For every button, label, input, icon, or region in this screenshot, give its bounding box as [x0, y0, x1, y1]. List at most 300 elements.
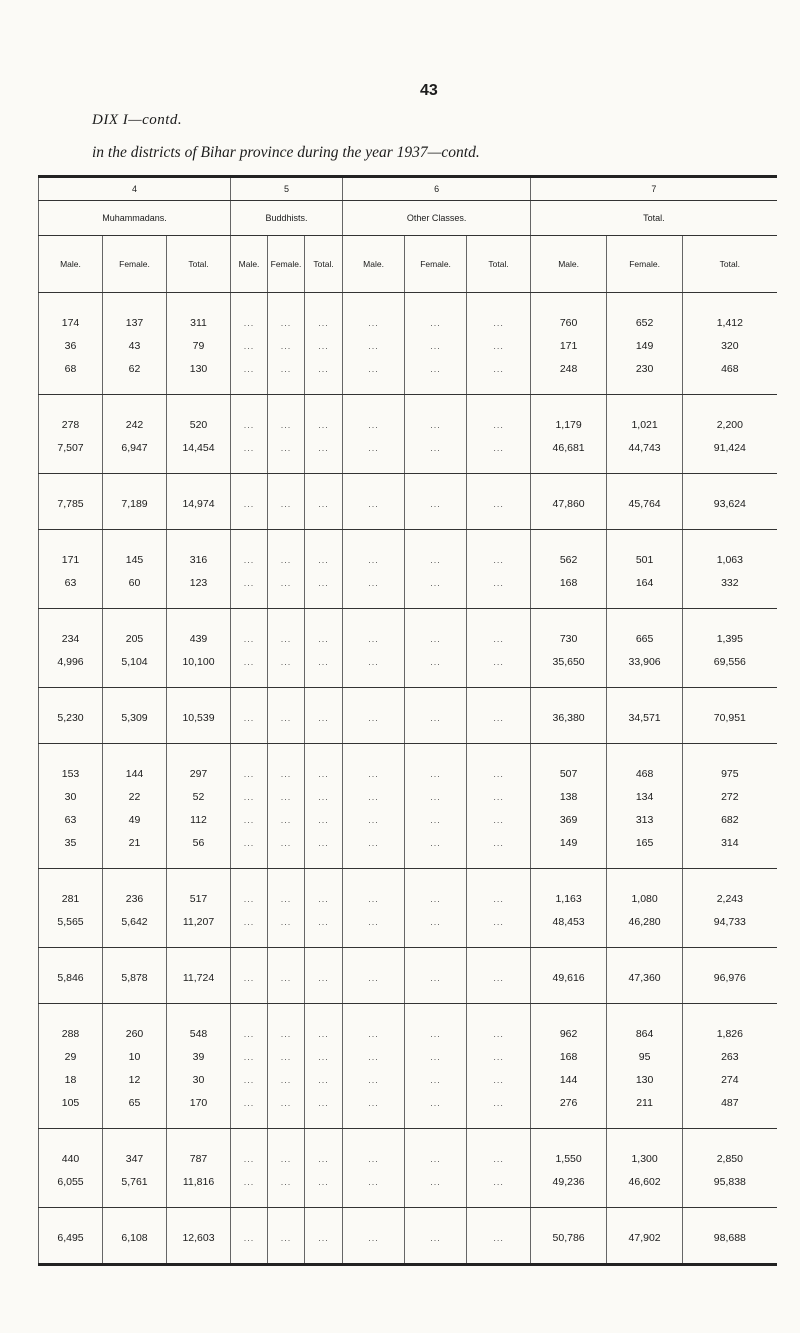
empty-cell: ... — [231, 1045, 268, 1068]
total-cell: 248 — [531, 357, 607, 395]
total-cell: 2,200 — [683, 395, 777, 437]
empty-cell: ... — [231, 395, 268, 437]
empty-cell: ... — [343, 650, 405, 688]
table-row — [39, 831, 777, 869]
total-cell: 501 — [607, 530, 683, 572]
muhammadans-cell: 22 — [103, 785, 167, 808]
muhammadans-cell: 4,996 — [39, 650, 103, 688]
muhammadans-cell: 105 — [39, 1091, 103, 1129]
empty-cell: ... — [231, 1170, 268, 1208]
empty-cell: ... — [268, 650, 305, 688]
empty-cell: ... — [467, 1004, 531, 1046]
empty-cell: ... — [268, 688, 305, 744]
muhammadans-cell: 29 — [39, 1045, 103, 1068]
total-cell: 274 — [683, 1068, 777, 1091]
empty-cell: ... — [343, 948, 405, 1004]
total-cell: 1,550 — [531, 1129, 607, 1171]
total-cell: 1,063 — [683, 530, 777, 572]
muhammadans-cell: 297 — [167, 744, 231, 786]
table-row — [39, 688, 777, 744]
empty-cell: ... — [305, 650, 343, 688]
empty-cell: ... — [343, 831, 405, 869]
empty-cell: ... — [467, 869, 531, 911]
muhammadans-cell: 11,207 — [167, 910, 231, 948]
empty-cell: ... — [268, 808, 305, 831]
empty-cell: ... — [467, 1208, 531, 1265]
total-cell: 1,021 — [607, 395, 683, 437]
empty-cell: ... — [467, 808, 531, 831]
sub-header: Total. — [467, 236, 531, 293]
muhammadans-cell: 153 — [39, 744, 103, 786]
total-cell: 2,850 — [683, 1129, 777, 1171]
table-subtitle: in the districts of Bihar province during the year 1937—contd. — [92, 144, 480, 161]
empty-cell: ... — [231, 744, 268, 786]
empty-cell: ... — [343, 785, 405, 808]
empty-cell: ... — [343, 1091, 405, 1129]
empty-cell: ... — [467, 650, 531, 688]
empty-cell: ... — [231, 869, 268, 911]
empty-cell: ... — [467, 334, 531, 357]
table-row — [39, 609, 777, 651]
total-cell: 165 — [607, 831, 683, 869]
empty-cell: ... — [343, 1170, 405, 1208]
total-cell: 864 — [607, 1004, 683, 1046]
empty-cell: ... — [305, 910, 343, 948]
empty-cell: ... — [405, 1068, 467, 1091]
total-cell: 230 — [607, 357, 683, 395]
empty-cell: ... — [467, 609, 531, 651]
total-cell: 46,602 — [607, 1170, 683, 1208]
total-cell: 95,838 — [683, 1170, 777, 1208]
total-cell: 144 — [531, 1068, 607, 1091]
empty-cell: ... — [268, 474, 305, 530]
muhammadans-cell: 278 — [39, 395, 103, 437]
sub-header: Female. — [103, 236, 167, 293]
muhammadans-cell: 316 — [167, 530, 231, 572]
empty-cell: ... — [343, 1129, 405, 1171]
muhammadans-cell: 14,974 — [167, 474, 231, 530]
empty-cell: ... — [343, 688, 405, 744]
empty-cell: ... — [231, 609, 268, 651]
total-cell: 1,163 — [531, 869, 607, 911]
muhammadans-cell: 39 — [167, 1045, 231, 1068]
empty-cell: ... — [467, 1170, 531, 1208]
muhammadans-cell: 5,104 — [103, 650, 167, 688]
empty-cell: ... — [467, 831, 531, 869]
muhammadans-cell: 21 — [103, 831, 167, 869]
sub-header: Male. — [343, 236, 405, 293]
muhammadans-cell: 11,816 — [167, 1170, 231, 1208]
total-cell: 1,395 — [683, 609, 777, 651]
total-cell: 164 — [607, 571, 683, 609]
empty-cell: ... — [305, 744, 343, 786]
muhammadans-cell: 347 — [103, 1129, 167, 1171]
total-cell: 211 — [607, 1091, 683, 1129]
table-row — [39, 571, 777, 609]
empty-cell: ... — [467, 744, 531, 786]
total-cell: 149 — [607, 334, 683, 357]
muhammadans-cell: 5,565 — [39, 910, 103, 948]
empty-cell: ... — [343, 1045, 405, 1068]
empty-cell: ... — [405, 744, 467, 786]
empty-cell: ... — [467, 474, 531, 530]
empty-cell: ... — [305, 808, 343, 831]
empty-cell: ... — [305, 831, 343, 869]
total-cell: 2,243 — [683, 869, 777, 911]
total-cell: 35,650 — [531, 650, 607, 688]
total-cell: 48,453 — [531, 910, 607, 948]
total-cell: 45,764 — [607, 474, 683, 530]
muhammadans-cell: 63 — [39, 571, 103, 609]
empty-cell: ... — [268, 1170, 305, 1208]
empty-cell: ... — [305, 436, 343, 474]
sub-header: Total. — [167, 236, 231, 293]
empty-cell: ... — [405, 650, 467, 688]
muhammadans-cell: 30 — [39, 785, 103, 808]
table-row — [39, 744, 777, 786]
empty-cell: ... — [405, 293, 467, 335]
table-row — [39, 1004, 777, 1046]
muhammadans-cell: 440 — [39, 1129, 103, 1171]
total-cell: 91,424 — [683, 436, 777, 474]
empty-cell: ... — [467, 436, 531, 474]
total-cell: 134 — [607, 785, 683, 808]
empty-cell: ... — [405, 1170, 467, 1208]
page-number: 43 — [420, 82, 438, 99]
muhammadans-cell: 65 — [103, 1091, 167, 1129]
muhammadans-cell: 137 — [103, 293, 167, 335]
muhammadans-cell: 787 — [167, 1129, 231, 1171]
empty-cell: ... — [405, 436, 467, 474]
muhammadans-cell: 130 — [167, 357, 231, 395]
total-cell: 1,179 — [531, 395, 607, 437]
muhammadans-cell: 520 — [167, 395, 231, 437]
sub-header: Total. — [305, 236, 343, 293]
muhammadans-cell: 112 — [167, 808, 231, 831]
empty-cell: ... — [467, 293, 531, 335]
table-row — [39, 869, 777, 911]
muhammadans-cell: 11,724 — [167, 948, 231, 1004]
empty-cell: ... — [405, 530, 467, 572]
total-cell: 130 — [607, 1068, 683, 1091]
muhammadans-cell: 5,642 — [103, 910, 167, 948]
total-cell: 665 — [607, 609, 683, 651]
appendix-title: DIX I—contd. — [92, 112, 183, 128]
empty-cell: ... — [268, 785, 305, 808]
empty-cell: ... — [268, 571, 305, 609]
muhammadans-cell: 260 — [103, 1004, 167, 1046]
empty-cell: ... — [268, 609, 305, 651]
column-number-5: 5 — [231, 177, 343, 201]
total-cell: 69,556 — [683, 650, 777, 688]
empty-cell: ... — [305, 609, 343, 651]
empty-cell: ... — [268, 1091, 305, 1129]
table-row — [39, 650, 777, 688]
muhammadans-cell: 36 — [39, 334, 103, 357]
empty-cell: ... — [405, 785, 467, 808]
total-cell: 34,571 — [607, 688, 683, 744]
total-cell: 47,902 — [607, 1208, 683, 1265]
empty-cell: ... — [305, 357, 343, 395]
table-row — [39, 436, 777, 474]
table-row — [39, 1045, 777, 1068]
empty-cell: ... — [305, 293, 343, 335]
empty-cell: ... — [305, 1004, 343, 1046]
empty-cell: ... — [467, 910, 531, 948]
total-cell: 652 — [607, 293, 683, 335]
total-cell: 50,786 — [531, 1208, 607, 1265]
muhammadans-cell: 311 — [167, 293, 231, 335]
empty-cell: ... — [343, 530, 405, 572]
muhammadans-cell: 6,947 — [103, 436, 167, 474]
total-cell: 171 — [531, 334, 607, 357]
muhammadans-cell: 288 — [39, 1004, 103, 1046]
group-header-total: Total. — [531, 201, 777, 236]
total-cell: 487 — [683, 1091, 777, 1129]
muhammadans-cell: 12,603 — [167, 1208, 231, 1265]
empty-cell: ... — [467, 1045, 531, 1068]
total-cell: 730 — [531, 609, 607, 651]
empty-cell: ... — [343, 357, 405, 395]
empty-cell: ... — [305, 1208, 343, 1265]
muhammadans-cell: 170 — [167, 1091, 231, 1129]
column-number-7: 7 — [531, 177, 777, 201]
empty-cell: ... — [231, 1091, 268, 1129]
total-cell: 1,300 — [607, 1129, 683, 1171]
muhammadans-cell: 5,878 — [103, 948, 167, 1004]
empty-cell: ... — [268, 1129, 305, 1171]
empty-cell: ... — [268, 1045, 305, 1068]
muhammadans-cell: 236 — [103, 869, 167, 911]
empty-cell: ... — [343, 869, 405, 911]
muhammadans-cell: 234 — [39, 609, 103, 651]
empty-cell: ... — [268, 910, 305, 948]
total-cell: 314 — [683, 831, 777, 869]
empty-cell: ... — [305, 948, 343, 1004]
empty-cell: ... — [231, 530, 268, 572]
empty-cell: ... — [343, 334, 405, 357]
muhammadans-cell: 7,189 — [103, 474, 167, 530]
empty-cell: ... — [268, 831, 305, 869]
total-cell: 93,624 — [683, 474, 777, 530]
empty-cell: ... — [231, 948, 268, 1004]
table-row — [39, 1170, 777, 1208]
empty-cell: ... — [231, 808, 268, 831]
empty-cell: ... — [231, 688, 268, 744]
empty-cell: ... — [343, 910, 405, 948]
empty-cell: ... — [268, 744, 305, 786]
empty-cell: ... — [405, 1091, 467, 1129]
empty-cell: ... — [268, 334, 305, 357]
total-cell: 320 — [683, 334, 777, 357]
total-cell: 562 — [531, 530, 607, 572]
empty-cell: ... — [231, 474, 268, 530]
total-cell: 1,826 — [683, 1004, 777, 1046]
total-cell: 168 — [531, 571, 607, 609]
muhammadans-cell: 144 — [103, 744, 167, 786]
muhammadans-cell: 60 — [103, 571, 167, 609]
total-cell: 975 — [683, 744, 777, 786]
empty-cell: ... — [268, 436, 305, 474]
empty-cell: ... — [305, 334, 343, 357]
empty-cell: ... — [231, 831, 268, 869]
table-row — [39, 1068, 777, 1091]
empty-cell: ... — [467, 948, 531, 1004]
total-cell: 313 — [607, 808, 683, 831]
total-cell: 46,280 — [607, 910, 683, 948]
sub-header: Male. — [39, 236, 103, 293]
total-cell: 44,743 — [607, 436, 683, 474]
empty-cell: ... — [467, 1091, 531, 1129]
empty-cell: ... — [343, 609, 405, 651]
empty-cell: ... — [405, 1045, 467, 1068]
total-cell: 47,360 — [607, 948, 683, 1004]
table-row — [39, 808, 777, 831]
table-row — [39, 293, 777, 335]
total-cell: 47,860 — [531, 474, 607, 530]
muhammadans-cell: 12 — [103, 1068, 167, 1091]
muhammadans-cell: 6,495 — [39, 1208, 103, 1265]
muhammadans-cell: 7,785 — [39, 474, 103, 530]
total-cell: 682 — [683, 808, 777, 831]
empty-cell: ... — [305, 785, 343, 808]
total-cell: 1,080 — [607, 869, 683, 911]
muhammadans-cell: 205 — [103, 609, 167, 651]
empty-cell: ... — [405, 808, 467, 831]
total-cell: 332 — [683, 571, 777, 609]
muhammadans-cell: 5,309 — [103, 688, 167, 744]
empty-cell: ... — [405, 357, 467, 395]
table-row — [39, 1129, 777, 1171]
empty-cell: ... — [343, 1068, 405, 1091]
total-cell: 49,616 — [531, 948, 607, 1004]
empty-cell: ... — [405, 1129, 467, 1171]
empty-cell: ... — [305, 530, 343, 572]
empty-cell: ... — [343, 1004, 405, 1046]
muhammadans-cell: 35 — [39, 831, 103, 869]
empty-cell: ... — [405, 395, 467, 437]
total-cell: 33,906 — [607, 650, 683, 688]
empty-cell: ... — [268, 948, 305, 1004]
empty-cell: ... — [405, 688, 467, 744]
muhammadans-cell: 5,230 — [39, 688, 103, 744]
total-cell: 36,380 — [531, 688, 607, 744]
empty-cell: ... — [467, 571, 531, 609]
empty-cell: ... — [305, 1091, 343, 1129]
empty-cell: ... — [467, 1129, 531, 1171]
muhammadans-cell: 14,454 — [167, 436, 231, 474]
table-row — [39, 785, 777, 808]
empty-cell: ... — [231, 293, 268, 335]
empty-cell: ... — [467, 395, 531, 437]
empty-cell: ... — [305, 1129, 343, 1171]
empty-cell: ... — [405, 948, 467, 1004]
empty-cell: ... — [405, 831, 467, 869]
column-number-4: 4 — [39, 177, 231, 201]
muhammadans-cell: 145 — [103, 530, 167, 572]
muhammadans-cell: 6,055 — [39, 1170, 103, 1208]
empty-cell: ... — [305, 395, 343, 437]
table-row — [39, 1208, 777, 1265]
empty-cell: ... — [467, 688, 531, 744]
empty-cell: ... — [231, 357, 268, 395]
empty-cell: ... — [343, 293, 405, 335]
muhammadans-cell: 68 — [39, 357, 103, 395]
sub-header: Female. — [405, 236, 467, 293]
muhammadans-cell: 18 — [39, 1068, 103, 1091]
empty-cell: ... — [268, 293, 305, 335]
muhammadans-cell: 52 — [167, 785, 231, 808]
empty-cell: ... — [268, 1208, 305, 1265]
empty-cell: ... — [405, 1208, 467, 1265]
empty-cell: ... — [268, 869, 305, 911]
muhammadans-cell: 548 — [167, 1004, 231, 1046]
empty-cell: ... — [405, 334, 467, 357]
total-cell: 98,688 — [683, 1208, 777, 1265]
table-row — [39, 910, 777, 948]
empty-cell: ... — [405, 609, 467, 651]
sub-header: Female. — [607, 236, 683, 293]
group-header-other-classes: Other Classes. — [343, 201, 531, 236]
empty-cell: ... — [231, 1004, 268, 1046]
total-cell: 468 — [607, 744, 683, 786]
muhammadans-cell: 171 — [39, 530, 103, 572]
total-cell: 507 — [531, 744, 607, 786]
empty-cell: ... — [343, 436, 405, 474]
sub-header: Male. — [531, 236, 607, 293]
total-cell: 263 — [683, 1045, 777, 1068]
total-cell: 49,236 — [531, 1170, 607, 1208]
table-row — [39, 1091, 777, 1129]
empty-cell: ... — [231, 1068, 268, 1091]
statistics-table — [38, 175, 777, 1266]
total-cell: 138 — [531, 785, 607, 808]
empty-cell: ... — [343, 1208, 405, 1265]
sub-header: Male. — [231, 236, 268, 293]
table-row — [39, 530, 777, 572]
empty-cell: ... — [343, 808, 405, 831]
total-cell: 760 — [531, 293, 607, 335]
muhammadans-cell: 242 — [103, 395, 167, 437]
empty-cell: ... — [467, 1068, 531, 1091]
muhammadans-cell: 517 — [167, 869, 231, 911]
table-row — [39, 474, 777, 530]
empty-cell: ... — [231, 1129, 268, 1171]
muhammadans-cell: 5,761 — [103, 1170, 167, 1208]
empty-cell: ... — [231, 785, 268, 808]
muhammadans-cell: 62 — [103, 357, 167, 395]
muhammadans-cell: 79 — [167, 334, 231, 357]
total-cell: 1,412 — [683, 293, 777, 335]
table-row — [39, 357, 777, 395]
empty-cell: ... — [405, 910, 467, 948]
empty-cell: ... — [268, 1004, 305, 1046]
empty-cell: ... — [231, 650, 268, 688]
sub-header: Total. — [683, 236, 777, 293]
empty-cell: ... — [231, 1208, 268, 1265]
empty-cell: ... — [467, 530, 531, 572]
empty-cell: ... — [405, 869, 467, 911]
empty-cell: ... — [305, 1045, 343, 1068]
table-row — [39, 948, 777, 1004]
sub-header: Female. — [268, 236, 305, 293]
total-cell: 70,951 — [683, 688, 777, 744]
total-cell: 272 — [683, 785, 777, 808]
total-cell: 46,681 — [531, 436, 607, 474]
table-row — [39, 395, 777, 437]
muhammadans-cell: 5,846 — [39, 948, 103, 1004]
empty-cell: ... — [343, 474, 405, 530]
